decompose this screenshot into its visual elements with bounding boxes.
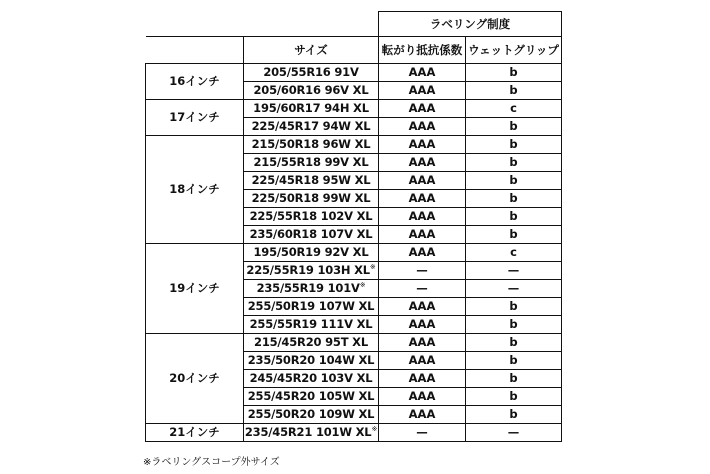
wet-grip-cell: b (466, 316, 562, 334)
footnote: ※ラベリングスコープ外サイズ (143, 457, 280, 468)
tire-size-text: 195/50R19 92V XL (253, 245, 369, 259)
rolling-resistance-cell: — (379, 424, 466, 442)
tire-size-text: 215/45R20 95T XL (254, 335, 368, 349)
table-body (146, 64, 562, 442)
rim-inch-cell: 18インチ (146, 136, 244, 244)
header-row (146, 37, 562, 64)
header-row-top (146, 12, 562, 37)
wet-grip-cell: b (466, 136, 562, 154)
rolling-resistance-cell: AAA (379, 154, 466, 172)
wet-grip-cell: b (466, 172, 562, 190)
wet-grip-cell: b (466, 118, 562, 136)
out-of-scope-mark: ※ (359, 281, 366, 290)
wet-grip-cell: b (466, 370, 562, 388)
rolling-resistance-cell: AAA (379, 406, 466, 424)
tire-size-text: 255/50R19 107W XL (247, 299, 375, 313)
out-of-scope-mark: ※ (371, 425, 378, 434)
tire-size-table (145, 11, 562, 442)
rolling-resistance-cell: AAA (379, 190, 466, 208)
tire-size-text: 205/55R16 91V (263, 65, 359, 79)
header-blank-inch (146, 37, 244, 64)
wet-grip-cell: b (466, 64, 562, 82)
rolling-resistance-cell: — (379, 280, 466, 298)
tire-size-text: 225/50R18 99W XL (251, 191, 371, 205)
wet-grip-cell: c (466, 100, 562, 118)
wet-grip-header: ウェットグリップ (466, 37, 562, 64)
tire-size-text: 255/45R20 105W XL (247, 389, 375, 403)
rolling-resistance-cell: AAA (379, 334, 466, 352)
wet-grip-cell: b (466, 154, 562, 172)
tire-size-cell (244, 154, 379, 172)
wet-grip-cell: — (466, 280, 562, 298)
out-of-scope-mark: ※ (369, 263, 376, 272)
wet-grip-cell: b (466, 406, 562, 424)
rolling-resistance-cell: AAA (379, 244, 466, 262)
tire-size-cell (244, 82, 379, 100)
tire-size-cell (244, 64, 379, 82)
rolling-resistance-cell: AAA (379, 388, 466, 406)
table-row (146, 424, 562, 442)
table-row (146, 64, 562, 82)
rolling-resistance-cell: AAA (379, 100, 466, 118)
tire-size-text: 225/55R19 103H XL (246, 263, 370, 277)
tire-size-cell (244, 172, 379, 190)
tire-size-cell (244, 100, 379, 118)
rolling-resistance-cell: — (379, 262, 466, 280)
table-row (146, 136, 562, 154)
tire-size-cell (244, 226, 379, 244)
rim-inch-cell: 21インチ (146, 424, 244, 442)
rolling-resistance-cell: AAA (379, 352, 466, 370)
rim-inch-cell: 16インチ (146, 64, 244, 100)
tire-size-text: 225/45R17 94W XL (251, 119, 371, 133)
tire-size-cell (244, 136, 379, 154)
wet-grip-cell: b (466, 388, 562, 406)
rolling-resistance-cell: AAA (379, 82, 466, 100)
rolling-resistance-cell: AAA (379, 118, 466, 136)
wet-grip-cell: b (466, 298, 562, 316)
rolling-resistance-cell: AAA (379, 226, 466, 244)
tire-size-text: 215/50R18 96W XL (251, 137, 371, 151)
tire-size-text: 215/55R18 99V XL (253, 155, 369, 169)
tire-size-cell (244, 118, 379, 136)
tire-size-text: 255/55R19 111V XL (249, 317, 373, 331)
wet-grip-cell: — (466, 262, 562, 280)
tire-size-cell (244, 388, 379, 406)
labeling-system-header: ラベリング制度 (379, 12, 562, 37)
tire-size-cell (244, 244, 379, 262)
rolling-resistance-cell: AAA (379, 136, 466, 154)
tire-size-text: 195/60R17 94H XL (253, 101, 369, 115)
wet-grip-cell: b (466, 334, 562, 352)
tire-size-cell (244, 280, 379, 298)
rolling-resistance-cell: AAA (379, 316, 466, 334)
tire-size-text: 235/55R19 101V (256, 281, 360, 295)
tire-size-text: 225/45R18 95W XL (251, 173, 371, 187)
wet-grip-cell: c (466, 244, 562, 262)
wet-grip-cell: b (466, 208, 562, 226)
tire-size-text: 255/50R20 109W XL (247, 407, 375, 421)
rolling-resistance-cell: AAA (379, 64, 466, 82)
tire-size-cell (244, 208, 379, 226)
table-row (146, 100, 562, 118)
size-header: サイズ (244, 37, 379, 64)
tire-size-cell (244, 316, 379, 334)
tire-size-cell (244, 190, 379, 208)
tire-size-text: 245/45R20 103V XL (249, 371, 373, 385)
wet-grip-cell: b (466, 226, 562, 244)
tire-size-text: 235/50R20 104W XL (247, 353, 375, 367)
rim-inch-cell: 20インチ (146, 334, 244, 424)
tire-size-text: 225/55R18 102V XL (249, 209, 373, 223)
rolling-resistance-cell: AAA (379, 172, 466, 190)
rolling-resistance-cell: AAA (379, 208, 466, 226)
tire-size-text: 235/45R21 101W XL (244, 425, 372, 439)
tire-size-cell (244, 406, 379, 424)
wet-grip-cell: — (466, 424, 562, 442)
tire-size-text: 205/60R16 96V XL (253, 83, 369, 97)
table-row (146, 244, 562, 262)
rolling-resistance-cell: AAA (379, 370, 466, 388)
tire-size-text: 235/60R18 107V XL (249, 227, 373, 241)
wet-grip-cell: b (466, 352, 562, 370)
tire-size-cell (244, 370, 379, 388)
rim-inch-cell: 19インチ (146, 244, 244, 334)
rolling-resistance-cell: AAA (379, 298, 466, 316)
wet-grip-cell: b (466, 190, 562, 208)
tire-size-cell (244, 298, 379, 316)
rolling-resistance-header: 転がり抵抗係数 (379, 37, 466, 64)
tire-size-cell (244, 262, 379, 280)
wet-grip-cell: b (466, 82, 562, 100)
tire-size-cell (244, 424, 379, 442)
header-blank (146, 12, 379, 37)
tire-size-cell (244, 352, 379, 370)
table-row (146, 334, 562, 352)
tire-size-cell (244, 334, 379, 352)
rim-inch-cell: 17インチ (146, 100, 244, 136)
